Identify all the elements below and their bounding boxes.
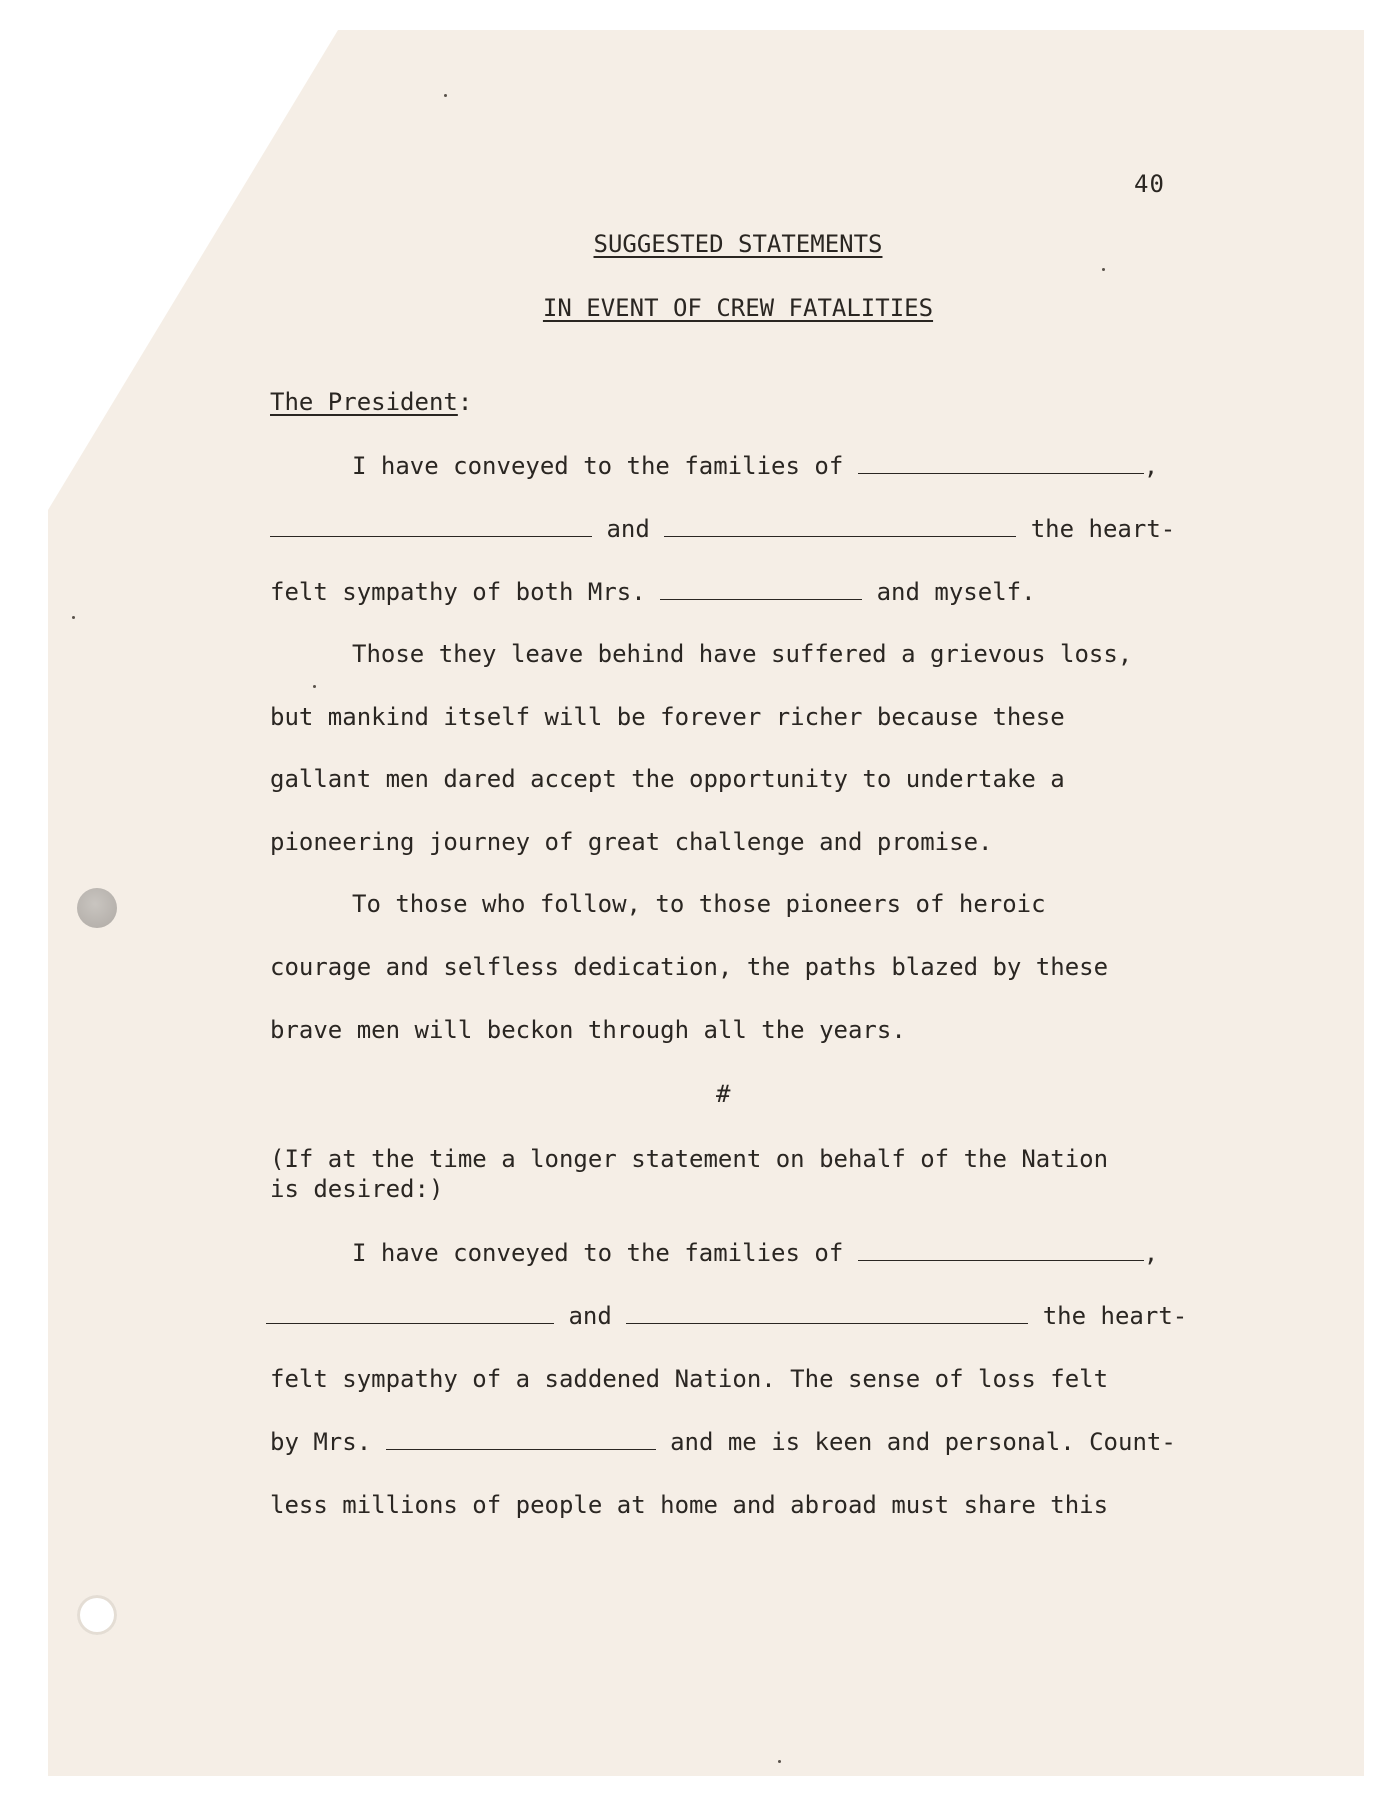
paper-speck <box>1102 268 1105 271</box>
name-blank <box>266 1301 554 1324</box>
long-line-2 <box>266 1300 1187 1332</box>
short-line-7: pioneering journey of great challenge and promise. <box>270 828 993 856</box>
hash-separator: # <box>716 1080 731 1108</box>
short-line-2-and: and <box>606 515 650 543</box>
short-line-3 <box>270 576 1036 608</box>
long-line-4-end: and me is keen and personal. Count- <box>670 1428 1176 1456</box>
long-intro-line-1: (If at the time a longer statement on behalf of the Nation <box>270 1145 1109 1173</box>
paper-speck <box>72 616 75 619</box>
short-line-1 <box>352 450 1158 482</box>
name-blank <box>626 1301 1028 1324</box>
name-blank <box>858 451 1144 474</box>
long-intro-line-2: is desired:) <box>270 1175 444 1203</box>
title-line-1: SUGGESTED STATEMENTS <box>593 230 883 258</box>
speaker-label <box>270 388 472 416</box>
short-line-10: brave men will beckon through all the years. <box>270 1016 906 1044</box>
long-line-3: felt sympathy of a saddened Nation. The sense of loss felt <box>270 1365 1109 1393</box>
paper-speck <box>778 1760 781 1763</box>
paper-speck <box>444 94 447 97</box>
long-line-4-start: by Mrs. <box>270 1428 372 1456</box>
long-line-1-comma: , <box>1143 1239 1159 1267</box>
long-line-5: less millions of people at home and abroad must share this <box>270 1491 1109 1519</box>
short-line-2 <box>270 513 1175 545</box>
title-line-2: IN EVENT OF CREW FATALITIES <box>542 294 934 322</box>
page-number: 40 <box>1134 170 1165 198</box>
paper-speck <box>313 685 316 688</box>
punch-hole-filled <box>77 888 117 928</box>
short-line-6: gallant men dared accept the opportunity to undertake a <box>270 765 1065 793</box>
short-line-8: To those who follow, to those pioneers of heroic <box>352 890 1046 918</box>
punch-hole-open <box>77 1595 117 1635</box>
speaker-colon: : <box>457 388 473 416</box>
name-blank <box>386 1427 656 1450</box>
name-blank <box>664 514 1016 537</box>
long-line-2-and: and <box>568 1302 612 1330</box>
short-line-1-comma: , <box>1143 452 1159 480</box>
name-blank <box>660 577 862 600</box>
long-line-4 <box>270 1426 1176 1458</box>
speaker-name: The President <box>270 388 458 416</box>
short-line-5: but mankind itself will be forever richer because these <box>270 703 1065 731</box>
name-blank <box>858 1238 1144 1261</box>
short-line-9: courage and selfless dedication, the paths blazed by these <box>270 953 1109 981</box>
short-line-4: Those they leave behind have suffered a grievous loss, <box>352 640 1133 668</box>
long-line-2-end: the heart- <box>1042 1302 1188 1330</box>
short-line-3-start: felt sympathy of both Mrs. <box>270 578 646 606</box>
short-line-2-end: the heart- <box>1030 515 1176 543</box>
long-line-1-text: I have conveyed to the families of <box>352 1239 844 1267</box>
long-line-1 <box>352 1237 1158 1269</box>
name-blank <box>270 514 592 537</box>
short-line-1-text: I have conveyed to the families of <box>352 452 844 480</box>
short-line-3-end: and myself. <box>876 578 1036 606</box>
